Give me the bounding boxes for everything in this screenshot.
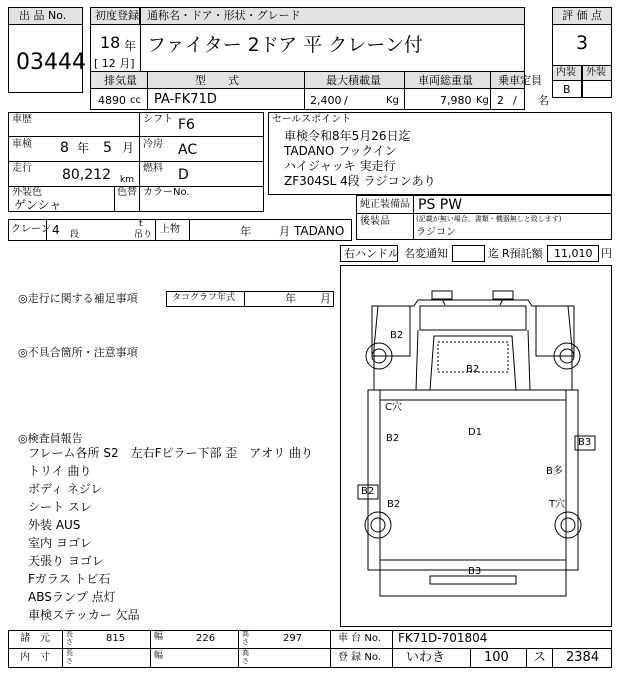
first-reg-year: 18	[100, 33, 121, 52]
inspector-line: Fガラス トビ石	[28, 572, 111, 586]
crane-stages: 4	[52, 223, 60, 237]
exterior-grade-label: 外装	[586, 67, 606, 78]
ac-label: 冷房	[143, 139, 163, 150]
divider	[470, 648, 471, 668]
length-label: 長さ	[66, 630, 73, 646]
displacement-unit: cc	[130, 95, 141, 106]
sales-line: ZF304SL 4段 ラジコンあり	[284, 174, 436, 188]
chassis-number: FK71D-701804	[398, 631, 488, 645]
crane-lift-unit: 吊り	[134, 230, 153, 240]
registration-kana: ス	[533, 650, 547, 665]
inspection-label: 車検	[12, 139, 32, 150]
displacement: 4890	[98, 94, 126, 107]
deadline-label: 迄	[488, 247, 499, 260]
max-load-slash: /	[344, 94, 348, 107]
fuel-label: 燃料	[143, 163, 163, 174]
divider	[526, 648, 527, 668]
inspector-line: ボディ ネジレ	[28, 482, 103, 496]
tacho-label: タコグラフ年式	[172, 293, 236, 303]
recycle-value: 11,010	[554, 247, 593, 260]
lot-label: 出 品 No.	[19, 9, 67, 22]
inspector-line: シート スレ	[28, 500, 92, 514]
divider	[8, 648, 612, 649]
total-weight-label: 車両総重量	[418, 74, 473, 87]
in-width-label: 幅	[154, 651, 164, 661]
mount-year-unit: 年	[240, 225, 251, 238]
height-value: 297	[283, 633, 303, 644]
inspector-line: 室内 ヨゴレ	[28, 536, 92, 550]
inspector-line: 天張り ヨゴレ	[28, 554, 104, 568]
damage-label: B2	[387, 499, 401, 510]
history-label: 車歴	[12, 114, 32, 125]
ext-color-label: 外装色	[12, 187, 42, 198]
damage-label: B3	[578, 437, 592, 448]
divider	[150, 630, 151, 668]
width-label: 幅	[154, 632, 164, 642]
first-reg-month: [ 12 月]	[94, 57, 135, 70]
damage-label: D1	[468, 427, 483, 438]
inspection-year-unit: 年	[77, 141, 90, 155]
model-code-label: 型 式	[195, 74, 239, 87]
ext-color: ゲンシャ	[14, 198, 62, 212]
inspector-line: 車検ステッカー 欠品	[28, 608, 140, 622]
name-header: 通称名・ドア・形状・グレード	[147, 9, 301, 22]
damage-label: C穴	[385, 402, 402, 413]
length-value: 815	[106, 633, 126, 644]
handle-position: 右ハンドル	[344, 247, 399, 260]
sales-line: ハイジャッキ 実走行	[284, 159, 396, 173]
inspection-year: 8	[60, 140, 69, 156]
supplement-title: ◎走行に関する補足事項	[18, 292, 138, 305]
lot-number: 03444	[16, 50, 86, 75]
color-code-label: カラーNo.	[143, 187, 190, 198]
aftermarket-label: 後装品	[360, 216, 390, 227]
aftermarket-value: ラジコン	[416, 227, 456, 238]
registration-class: 100	[484, 650, 509, 665]
grade-label: 評 価 点	[562, 9, 602, 22]
divider	[330, 630, 331, 668]
damage-label: B2	[390, 330, 404, 341]
aftermarket-note: (記載が無い場合、書類・機器無しと致します)	[416, 215, 562, 223]
total-weight-unit: Kg	[476, 95, 489, 106]
damage-label: B2	[386, 433, 400, 444]
first-reg-label: 初度登録	[95, 9, 139, 22]
mount-month-unit: 月	[279, 225, 290, 238]
interior-dims-label: 内 寸	[20, 652, 50, 663]
model-code: PA-FK71D	[154, 92, 217, 107]
damage-label: B多	[546, 466, 563, 477]
registration-area: いわき	[406, 650, 446, 665]
max-load-label: 最大積載量	[326, 74, 381, 87]
defects-title: ◎不具合箇所・注意事項	[18, 346, 138, 359]
max-load-unit: Kg	[386, 95, 399, 106]
capacity-slash: /	[513, 94, 517, 107]
mileage: 80,212	[62, 167, 111, 183]
capacity-unit: 名	[538, 94, 549, 107]
damage-label: B2	[466, 364, 480, 375]
footer-table	[8, 630, 612, 668]
shift-value: F6	[178, 117, 195, 133]
recycle-unit: 円	[601, 247, 612, 260]
interior-grade-label: 内装	[556, 67, 576, 78]
genuine-equip-label: 純正装備品	[360, 199, 410, 210]
crane-stages-unit: 段	[70, 230, 80, 240]
recycle-label: R預託額	[502, 247, 543, 260]
inspector-title: ◎検査員報告	[18, 432, 83, 445]
capacity-label: 乗車定員	[498, 74, 542, 87]
tacho-month-unit: 月	[320, 292, 331, 305]
inspection-month: 5	[103, 140, 112, 156]
mileage-label: 走行	[12, 163, 32, 174]
sales-line: TADANO フックイン	[284, 144, 397, 158]
mount-label: 上物	[160, 224, 180, 235]
total-weight: 7,980	[440, 94, 472, 107]
mileage-unit: km	[120, 175, 134, 185]
tacho-year-unit: 年	[285, 292, 296, 305]
crane-label: クレーン	[11, 224, 51, 235]
year-unit: 年	[124, 39, 137, 53]
divider	[238, 630, 239, 668]
interior-grade: B	[563, 83, 571, 96]
name-change-label: 名変通知	[404, 247, 448, 260]
ac-value: AC	[178, 142, 198, 158]
registration-number: 2384	[566, 650, 600, 665]
capacity: 2	[497, 94, 504, 107]
in-length-label: 長さ	[66, 649, 73, 665]
divider	[552, 648, 553, 668]
sales-line: 車検令和8年5月26日迄	[284, 129, 411, 143]
fuel-value: D	[178, 167, 189, 183]
divider	[62, 630, 63, 668]
crane-maker: TADANO	[294, 224, 345, 238]
inspector-line: ABSランプ 点灯	[28, 590, 116, 604]
chassis-label: 車 台 No.	[338, 633, 381, 644]
damage-label: B3	[468, 566, 482, 577]
sales-point-label: セールスポイント	[272, 114, 352, 125]
inspector-line: トリイ 曲り	[28, 464, 92, 478]
divider	[392, 630, 393, 668]
color-change-label: 色替	[117, 187, 137, 198]
genuine-equip-value: PS PW	[418, 197, 463, 213]
max-load: 2,400	[310, 94, 342, 107]
displacement-label: 排気量	[104, 74, 137, 87]
damage-label: B2	[361, 486, 375, 497]
dims-label: 諸 元	[20, 633, 50, 644]
grade-value: 3	[576, 32, 589, 54]
crane-t-unit: t	[139, 219, 143, 229]
model-name: ファイター 2ドア 平 クレーン付	[147, 34, 423, 56]
inspection-month-unit: 月	[122, 141, 135, 155]
inspector-line: フレーム各所 S2 左右Fピラー下部 歪 アオリ 曲り	[28, 446, 313, 460]
registration-label: 登 録 No.	[338, 652, 381, 663]
damage-label: T穴	[549, 499, 566, 510]
width-value: 226	[196, 633, 216, 644]
inspector-line: 外装 AUS	[28, 518, 81, 532]
shift-label: シフト	[143, 114, 173, 125]
in-height-label: 高さ	[242, 649, 249, 665]
height-label: 高さ	[242, 630, 249, 646]
